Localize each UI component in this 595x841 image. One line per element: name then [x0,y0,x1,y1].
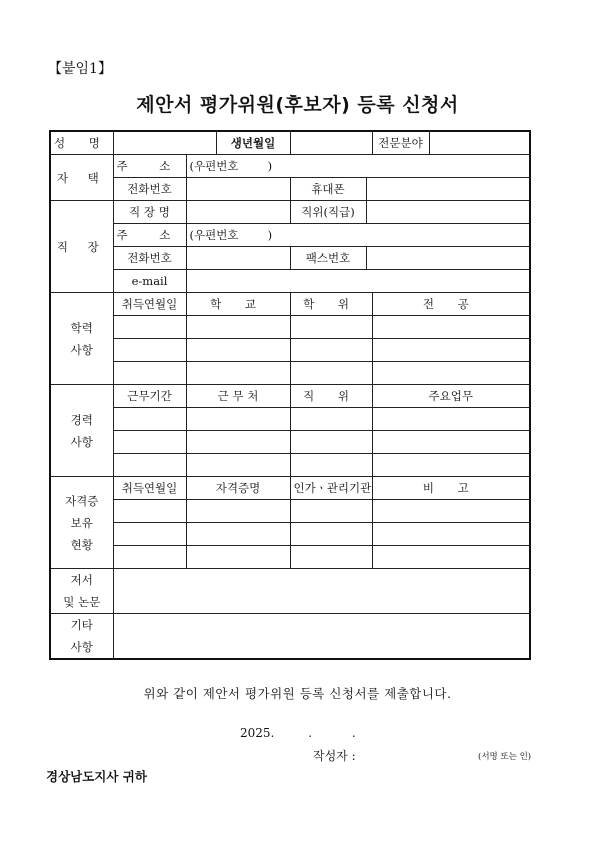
home-address-field[interactable] [186,155,530,178]
edu-cell[interactable] [186,362,290,385]
license-header-name: 자격증명 [186,477,290,500]
date-month-dot: . [308,726,313,740]
home-section-label: 자 택 [50,155,113,201]
career-cell[interactable] [372,454,530,477]
edu-header-major: 전 공 [372,293,530,316]
table-row [50,339,530,362]
career-cell[interactable] [186,454,290,477]
other-label [50,614,113,660]
license-label-3: 현황 [70,537,93,552]
license-section-label [50,477,113,569]
work-postal-label: (우편번호 ) [189,228,273,242]
edu-cell[interactable] [113,362,186,385]
papers-field[interactable] [113,569,530,614]
license-label-1: 자격증 [65,493,99,508]
home-mobile-label: 휴대폰 [290,178,366,201]
submission-statement: 위와 같이 제안서 평가위원 등록 신청서를 제출합니다. [143,686,452,701]
work-email-label: e-mail [113,270,186,293]
attachment-label: 【붙임1】 [48,61,112,77]
career-cell[interactable] [186,408,290,431]
sign-label: (서명 또는 인) [478,752,532,762]
career-header-duties: 주요업무 [372,385,530,408]
work-address-field[interactable] [186,224,530,247]
edu-cell[interactable] [186,316,290,339]
career-cell[interactable] [290,408,372,431]
license-cell[interactable] [290,546,372,569]
birth-field[interactable] [290,131,372,155]
edu-header-date: 취득연월일 [113,293,186,316]
license-cell[interactable] [372,546,530,569]
career-section-label [50,385,113,477]
home-phone-field[interactable] [186,178,290,201]
table-row [50,523,530,546]
edu-header-school: 학 교 [186,293,290,316]
field-label: 전문분야 [372,131,429,155]
date-year: 2025. [240,726,275,740]
table-row [50,316,530,339]
table-row [50,546,530,569]
license-cell[interactable] [186,546,290,569]
career-cell[interactable] [290,454,372,477]
edu-cell[interactable] [372,339,530,362]
career-cell[interactable] [113,431,186,454]
writer-label: 작성자 : [313,749,356,763]
edu-cell[interactable] [290,362,372,385]
edu-cell[interactable] [372,362,530,385]
career-cell[interactable] [186,431,290,454]
edu-header-degree: 학 위 [290,293,372,316]
name-field[interactable] [113,131,216,155]
work-phone-label: 전화번호 [113,247,186,270]
name-label: 성 명 [50,131,113,155]
license-cell[interactable] [290,500,372,523]
other-field[interactable] [113,614,530,660]
education-section-label [50,293,113,385]
edu-cell[interactable] [113,316,186,339]
work-section-label: 직 장 [50,201,113,293]
education-label-1: 학력 [70,320,93,335]
home-address-label: 주 소 [113,155,186,178]
home-postal-label: (우편번호 ) [189,159,273,173]
license-label-2: 보유 [70,515,93,530]
work-fax-field[interactable] [366,247,530,270]
license-cell[interactable] [113,523,186,546]
career-header-workplace: 근 무 처 [186,385,290,408]
edu-cell[interactable] [186,339,290,362]
edu-cell[interactable] [290,339,372,362]
career-cell[interactable] [113,408,186,431]
work-position-field[interactable] [366,201,530,224]
application-form-table [49,130,531,660]
license-cell[interactable] [113,500,186,523]
edu-cell[interactable] [372,316,530,339]
license-cell[interactable] [372,523,530,546]
career-label-2: 사항 [70,434,93,449]
edu-cell[interactable] [290,316,372,339]
career-cell[interactable] [290,431,372,454]
education-label-2: 사항 [70,342,93,357]
work-position-label: 직위(직급) [290,201,366,224]
career-label-1: 경력 [70,412,93,427]
work-phone-field[interactable] [186,247,290,270]
papers-label-2: 및 논문 [63,595,101,609]
work-address-label: 주 소 [113,224,186,247]
license-cell[interactable] [290,523,372,546]
table-row [50,431,530,454]
work-company-label: 직 장 명 [113,201,186,224]
table-row [50,362,530,385]
home-mobile-field[interactable] [366,178,530,201]
license-cell[interactable] [186,500,290,523]
field-input[interactable] [429,131,530,155]
date-line [240,726,356,740]
license-header-agency: 인가ㆍ관리기관 [290,477,372,500]
license-cell[interactable] [186,523,290,546]
career-cell[interactable] [372,431,530,454]
form-title: 제안서 평가위원(후보자) 등록 신청서 [136,94,459,116]
birth-label: 생년월일 [216,131,290,155]
home-phone-label: 전화번호 [113,178,186,201]
license-cell[interactable] [113,546,186,569]
career-cell[interactable] [372,408,530,431]
work-company-field[interactable] [186,201,290,224]
work-email-field[interactable] [186,270,530,293]
other-label-2: 사항 [70,640,93,654]
career-header-position: 직 위 [290,385,372,408]
table-row [50,454,530,477]
other-label-1: 기타 [70,618,93,632]
career-cell[interactable] [113,454,186,477]
table-row [50,408,530,431]
date-day-dot: . [351,726,356,740]
license-cell[interactable] [372,500,530,523]
license-header-note: 비 고 [372,477,530,500]
papers-label-1: 저서 [70,573,93,587]
career-header-period: 근무기간 [113,385,186,408]
license-header-date: 취득연월일 [113,477,186,500]
edu-cell[interactable] [113,339,186,362]
papers-label [50,569,113,614]
recipient: 경상남도지사 귀하 [46,769,147,784]
table-row [50,500,530,523]
work-fax-label: 팩스번호 [290,247,366,270]
